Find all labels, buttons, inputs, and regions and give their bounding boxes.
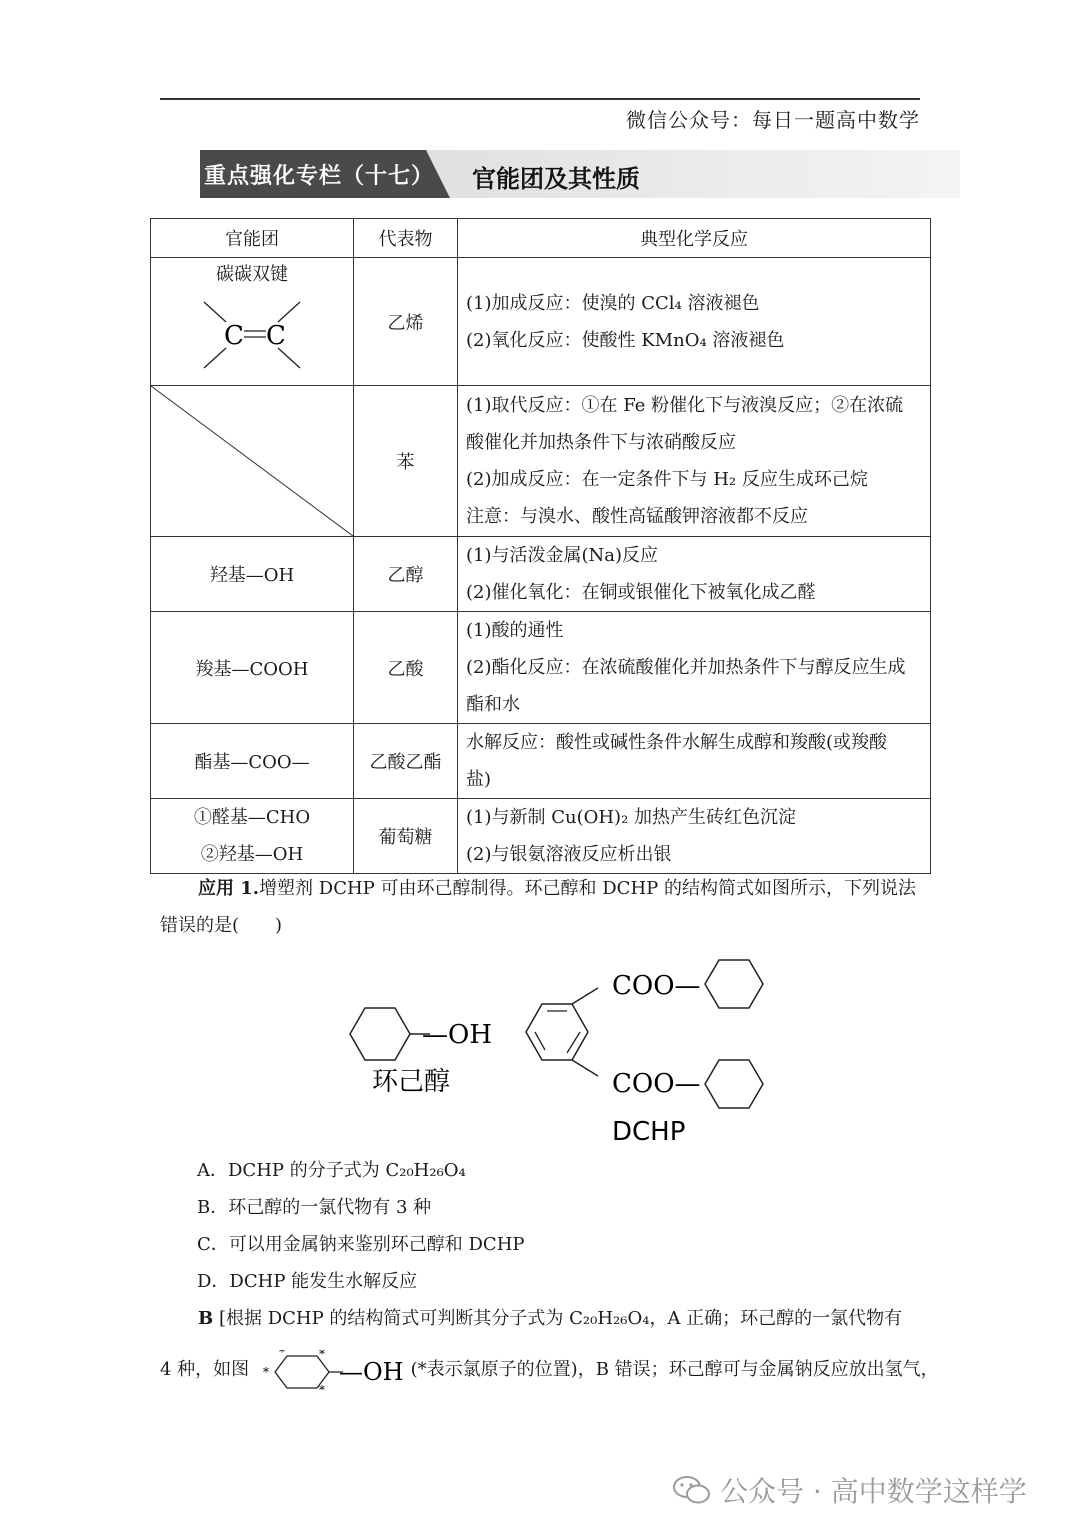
section-banner bbox=[200, 150, 960, 198]
reaction-line: 酸催化并加热条件下与浓硝酸反应 bbox=[466, 432, 736, 453]
representative-cell: 葡萄糖 bbox=[354, 799, 458, 874]
answer-explanation bbox=[160, 1300, 930, 1338]
reaction-line: (2)氧化反应：使酸性 KMnO₄ 溶液褪色 bbox=[466, 329, 785, 351]
group-cell: 酯基—COO— bbox=[151, 724, 354, 799]
table-row bbox=[151, 386, 931, 537]
representative-cell: 乙醇 bbox=[354, 537, 458, 612]
reactions-cell bbox=[458, 386, 931, 537]
answer-oh-label: —OH bbox=[338, 1358, 404, 1386]
group-cell bbox=[151, 799, 354, 874]
header-group: 官能团 bbox=[151, 219, 354, 258]
reaction-line: (1)取代反应：①在 Fe 粉催化下与液溴反应；②在浓硫 bbox=[466, 395, 904, 416]
reaction-line: (1)与新制 Cu(OH)₂ 加热产生砖红色沉淀 bbox=[466, 807, 797, 828]
header-rule bbox=[160, 98, 920, 100]
reactions-cell bbox=[458, 799, 931, 874]
diagonal-cell bbox=[151, 386, 354, 537]
question-lead: 应用 1. bbox=[198, 878, 260, 899]
dchp-label: DCHP bbox=[612, 1117, 686, 1147]
table-row bbox=[151, 258, 931, 386]
reaction-line: (2)与银氨溶液反应析出银 bbox=[466, 844, 672, 865]
reaction-line: (1)加成反应：使溴的 CCl₄ 溶液褪色 bbox=[466, 292, 760, 314]
svg-text:*: * bbox=[318, 1383, 325, 1390]
application-question bbox=[160, 870, 930, 944]
svg-text:C: C bbox=[224, 321, 244, 351]
svg-text:C: C bbox=[266, 321, 286, 351]
functional-group-table bbox=[150, 218, 931, 874]
svg-text:*: * bbox=[262, 1365, 269, 1379]
reaction-line: 盐) bbox=[466, 769, 492, 790]
reactions-cell bbox=[458, 724, 931, 799]
answer-line2-end: (*表示氯原子的位置)，B 错误；环己醇可与金属钠反应放出氢气， bbox=[410, 1359, 939, 1380]
reactions-cell bbox=[458, 258, 931, 386]
group-name: ②羟基—OH bbox=[200, 844, 304, 865]
table-row bbox=[151, 799, 931, 874]
structure-diagram bbox=[330, 950, 790, 1150]
answer-line2 bbox=[160, 1350, 939, 1390]
option-d: D．DCHP 能发生水解反应 bbox=[197, 1271, 418, 1292]
reactions-cell bbox=[458, 612, 931, 724]
group-name: 碳碳双键 bbox=[216, 264, 288, 285]
cyclohexanol-label: 环己醇 bbox=[372, 1067, 451, 1097]
answer-line1: [根据 DCHP 的结构简式可判断其分子式为 C₂₀H₂₆O₄，A 正确；环己醇的一氯代物有 bbox=[218, 1308, 903, 1329]
table-row bbox=[151, 724, 931, 799]
coo-top-label: COO— bbox=[612, 971, 701, 1001]
reaction-line: (2)加成反应：在一定条件下与 H₂ 反应生成环己烷 bbox=[466, 469, 868, 490]
reaction-line: 水解反应：酸性或碱性条件水解生成醇和羧酸(或羧酸 bbox=[466, 732, 888, 753]
reaction-note: 注意：与溴水、酸性高锰酸钾溶液都不反应 bbox=[466, 506, 808, 527]
table-row bbox=[151, 537, 931, 612]
svg-text:*: * bbox=[318, 1350, 325, 1361]
cyclohexanol-structure bbox=[350, 1008, 492, 1097]
group-cell: 羟基—OH bbox=[151, 537, 354, 612]
banner-title: 官能团及其性质 bbox=[472, 165, 640, 193]
group-cell bbox=[151, 258, 354, 386]
reaction-line: 酯和水 bbox=[466, 694, 520, 715]
reactions-cell bbox=[458, 537, 931, 612]
option-b: B．环己醇的一氯代物有 3 种 bbox=[197, 1197, 432, 1218]
reaction-line: (2)催化氧化：在铜或银催化下被氧化成乙醛 bbox=[466, 582, 816, 603]
watermark-text: 公众号 · 高中数学这样学 bbox=[720, 1475, 1027, 1508]
watermark bbox=[672, 1470, 1027, 1510]
header-representative: 代表物 bbox=[354, 219, 458, 258]
representative-cell: 乙酸乙酯 bbox=[354, 724, 458, 799]
question-line bbox=[160, 870, 930, 907]
group-name: ①醛基—CHO bbox=[193, 807, 311, 828]
double-bond-structure bbox=[192, 290, 312, 378]
banner-tag: 重点强化专栏（十七） bbox=[204, 164, 435, 189]
source-label: 微信公众号：每日一题高中数学 bbox=[626, 108, 920, 132]
representative-cell: 苯 bbox=[354, 386, 458, 537]
answer-line2-start: 4 种，如图 bbox=[160, 1359, 250, 1380]
answer-letter: B bbox=[198, 1308, 214, 1329]
question-line: 错误的是( ) bbox=[160, 915, 283, 936]
reaction-line: (2)酯化反应：在浓硫酸催化并加热条件下与醇反应生成 bbox=[466, 657, 906, 678]
table-row bbox=[151, 612, 931, 724]
option-a: A．DCHP 的分子式为 C₂₀H₂₆O₄ bbox=[197, 1160, 466, 1181]
dchp-structure bbox=[526, 960, 763, 1147]
group-cell: 羧基—COOH bbox=[151, 612, 354, 724]
reaction-line: (1)酸的通性 bbox=[466, 620, 564, 641]
reaction-line: (1)与活泼金属(Na)反应 bbox=[466, 545, 659, 566]
wechat-icon bbox=[672, 1474, 712, 1506]
oh-label: —OH bbox=[422, 1020, 492, 1050]
table-header-row bbox=[151, 219, 931, 258]
representative-cell: 乙烯 bbox=[354, 258, 458, 386]
option-c: C．可以用金属钠来鉴别环己醇和 DCHP bbox=[197, 1234, 525, 1255]
header-reactions: 典型化学反应 bbox=[458, 219, 931, 258]
representative-cell: 乙酸 bbox=[354, 612, 458, 724]
svg-text:*: * bbox=[278, 1350, 285, 1359]
chlorine-position-diagram bbox=[255, 1350, 405, 1390]
answer-options bbox=[197, 1152, 525, 1300]
diagonal-line bbox=[151, 386, 353, 536]
question-text: 增塑剂 DCHP 可由环己醇制得。环己醇和 DCHP 的结构简式如图所示，下列说法 bbox=[259, 878, 916, 899]
coo-bottom-label: COO— bbox=[612, 1069, 701, 1099]
